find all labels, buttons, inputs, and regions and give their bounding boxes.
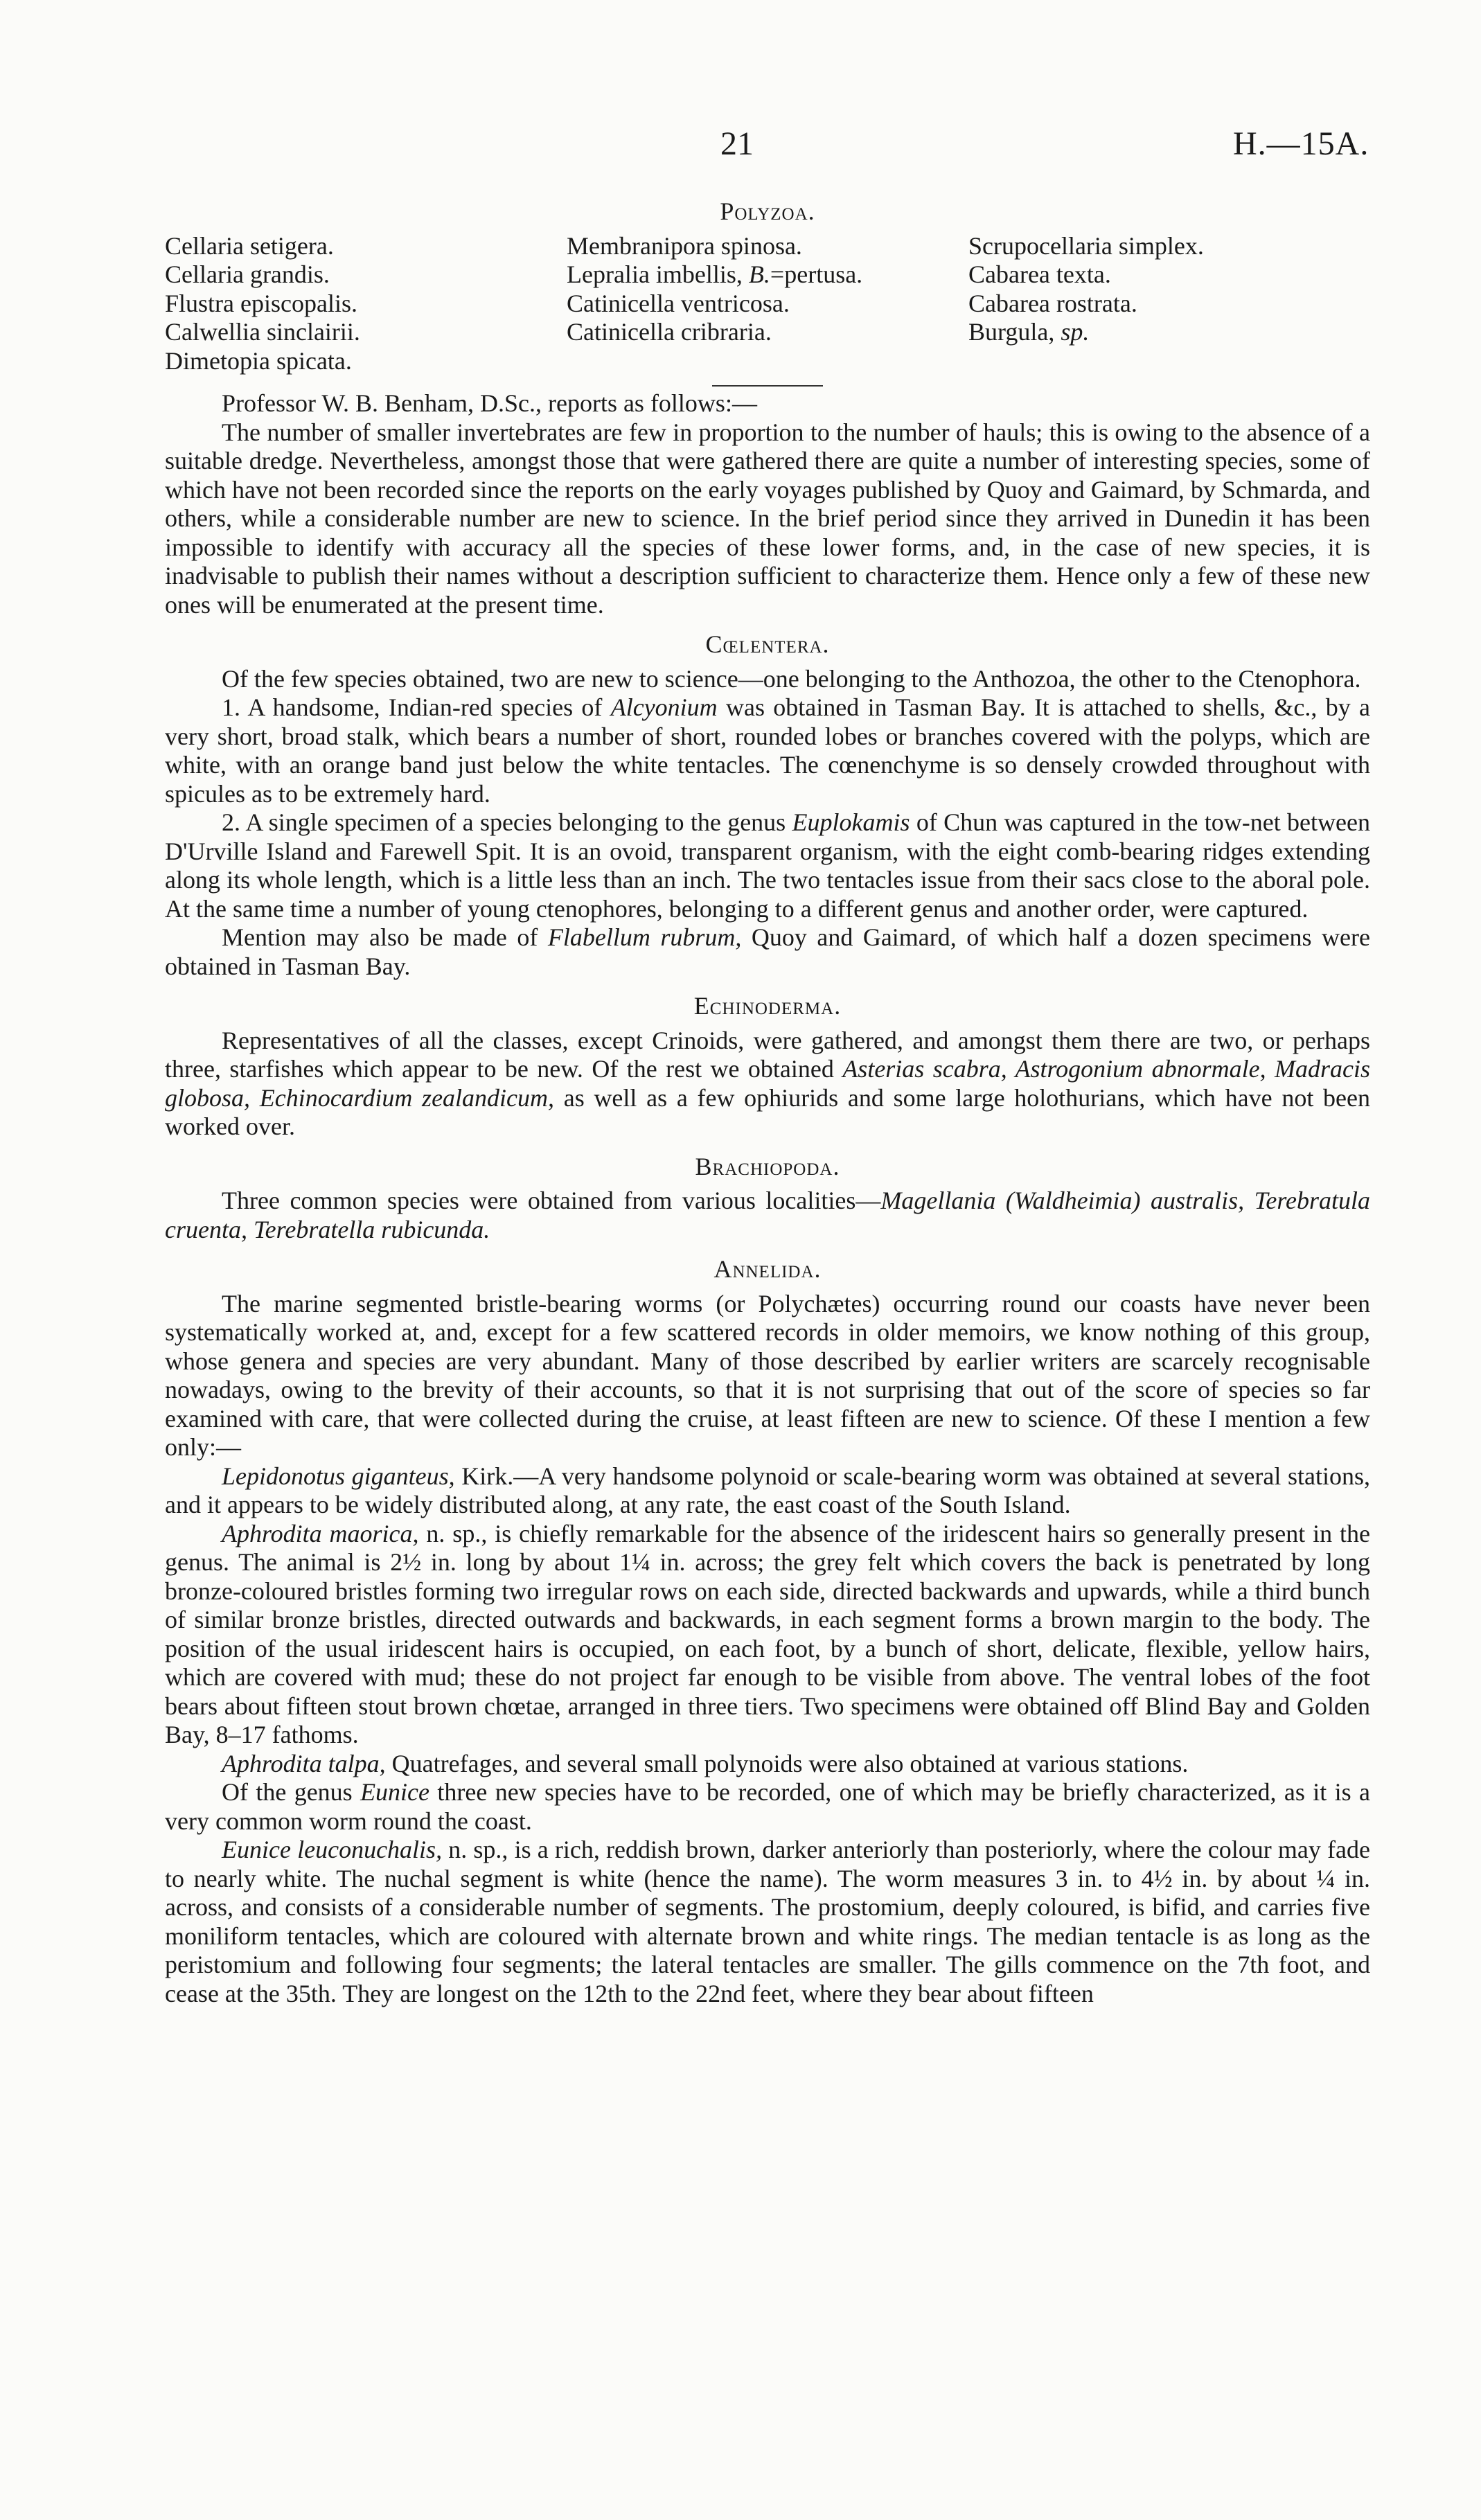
coelentera-paragraph — [165, 693, 1370, 808]
reporter-line: Professor W. B. Benham, D.Sc., reports as follows:— — [222, 389, 757, 417]
species-item: Dimetopia spicata. — [165, 346, 352, 375]
echinoderma-paragraph — [165, 1027, 1370, 1142]
page-number: 21 — [720, 125, 754, 162]
text-run: 1. A handsome, Indian-red species of — [222, 693, 611, 721]
coelentera-paragraph — [165, 923, 1370, 981]
polyzoa-column-3 — [968, 232, 1370, 376]
species-item — [567, 260, 968, 290]
species-item: Flustra episcopalis. — [165, 289, 357, 317]
text-run: Representatives of all the classes, except Crinoids, were gathered, and amongst them there are two, or perhaps three, starfishes which appear to be new. Of the rest we obtained — [165, 1026, 1370, 1083]
brachiopoda-heading: Brachiopoda. — [695, 1152, 840, 1180]
text-run: Mention may also be made of — [222, 923, 548, 951]
taxon-name: Magellania (Waldheimia) australis, Terebratula cruenta, Terebratella rubicunda. — [165, 1187, 1370, 1243]
species-abbrev: sp. — [1061, 318, 1090, 346]
text-run: 2. A single specimen of a species belonging to the genus — [222, 808, 792, 836]
page-body — [165, 197, 1370, 2008]
species-item: Cabarea texta. — [968, 260, 1111, 288]
species-name: Lepralia imbellis, — [567, 260, 749, 288]
annelida-paragraph — [165, 1750, 1370, 1779]
text-run: Kirk.—A very handsome polynoid or scale-bearing worm was obtained at several stations, and it appears to be widely distributed along, at any rate, the east coast of the South Island. — [165, 1462, 1370, 1518]
polyzoa-column-1 — [165, 232, 567, 376]
species-item — [968, 318, 1370, 347]
taxon-name: Eunice — [360, 1778, 430, 1806]
coelentera-heading: Cœlentera. — [705, 630, 830, 658]
annelida-paragraph — [165, 1778, 1370, 1836]
annelida-paragraph — [165, 1836, 1370, 2008]
text-run: n. sp., is chiefly remarkable for the absence of the iridescent hairs so generally present in the genus. The animal is 2½ in. long by about 1¼ in. across; the grey felt which covers the back is penetrated by long bronze-coloured bristles forming two irregular rows on each side, directed backwards and upwards, while a third bunch of similar bronze bristles, directed outwards and backwards, in each segment forms a brown margin to the body. The position of the usual iridescent hairs is occupied, on each foot, by a bunch of short, delicate, flexible, yellow hairs, which are covered with mud; these do not project far enough to be visible from above. The ventral lobes of the foot bears about fifteen stout brown chœtae, arranged in three tiers. Two specimens were obtained off Blind Bay and Golden Bay, 8–17 fathoms. — [165, 1519, 1371, 1748]
species-item: Cellaria grandis. — [165, 260, 330, 288]
taxon-name: Aphrodita talpa, — [222, 1749, 386, 1777]
section-divider — [712, 385, 823, 387]
species-synonym: =pertusa. — [770, 260, 863, 288]
annelida-paragraph — [165, 1462, 1370, 1520]
annelida-paragraph — [165, 1520, 1370, 1750]
species-item: Cabarea rostrata. — [968, 289, 1137, 317]
species-item: Calwellia sinclairii. — [165, 318, 360, 346]
polyzoa-column-2 — [567, 232, 968, 376]
text-run: Three common species were obtained from various localities— — [222, 1187, 881, 1214]
species-name: Burgula, — [968, 318, 1061, 346]
coelentera-paragraph: Of the few species obtained, two are new to science—one belonging to the Anthozoa, the other to the Ctenophora. — [222, 664, 1361, 693]
species-item: Cellaria setigera. — [165, 231, 334, 260]
intro-paragraph: The number of smaller invertebrates are few in proportion to the number of hauls; this is owing to the absence of a suitable dredge. Nevertheless, amongst those that were gathered there are quite a number of interesting species, some of which have not been recorded since the reports on the early voyages published by Quoy and Gaimard, by Schmarda, and others, while a considerable number are new to science. In the brief period since they arrived in Dunedin it has been impossible to identify with accuracy all the species of these lower forms, and, in the case of new species, it is inadvisable to publish their names without a description sufficient to characterize them. Hence only a few of these new ones will be enumerated at the present time. — [165, 418, 1370, 619]
species-abbrev: B. — [748, 260, 770, 288]
text-run: Quoy and Gaimard, of which half a dozen specimens were obtained in Tasman Bay. — [165, 923, 1371, 980]
polyzoa-heading: Polyzoa. — [720, 197, 815, 225]
coelentera-paragraph — [165, 808, 1370, 923]
taxon-name: Eunice leuconuchalis, — [222, 1836, 443, 1863]
species-item: Membranipora spinosa. — [567, 231, 802, 260]
echinoderma-heading: Echinoderma. — [693, 992, 842, 1020]
document-reference: H.—15A. — [1233, 125, 1369, 162]
text-run: three new species have to be recorded, one of which may be briefly characterized, as it is a very common worm round the coast. — [165, 1778, 1370, 1835]
text-run: Of the genus — [222, 1778, 361, 1806]
polyzoa-species-list — [165, 232, 1370, 376]
text-run: Quatrefages, and several small polynoids were also obtained at various stations. — [385, 1749, 1189, 1777]
annelida-paragraph: The marine segmented bristle-bearing worms (or Polychætes) occurring round our coasts have never been systematically worked at, and, except for a few scattered records in older memoirs, we know nothing of this group, whose genera and species are very abundant. Many of those described by earlier writers are scarcely recognisable nowadays, owing to the brevity of their accounts, so that it is not surprising that out of the score of species so far examined with care, that were collected during the cruise, at least fifteen are new to science. Of these I mention a few only:— — [165, 1289, 1370, 1461]
text-run: of Chun was captured in the tow-net between D'Urville Island and Farewell Spit. It is an ovoid, transparent organism, with the eight comb-bearing ridges extending along its whole length, which is a little less than an inch. The two tentacles issue from their sacs close to the aboral pole. At the same time a number of young ctenophores, belonging to a different genus and another order, were captured. — [165, 808, 1370, 923]
taxon-name: Euplokamis — [792, 808, 910, 836]
taxon-name: Aphrodita maorica, — [222, 1519, 419, 1547]
taxon-name: Lepidonotus giganteus, — [222, 1462, 455, 1490]
text-run: as well as a few ophiurids and some large holothurians, which have not been worked over. — [165, 1083, 1371, 1140]
taxon-name: Flabellum rubrum, — [547, 923, 742, 951]
species-item: Catinicella cribraria. — [567, 318, 772, 346]
taxon-name: Asterias scabra, Astrogonium abnormale, Madracis globosa, Echinocardium zealandicum, — [165, 1055, 1370, 1112]
annelida-heading: Annelida. — [713, 1255, 822, 1283]
text-run: was obtained in Tasman Bay. It is attached to shells, &c., by a very short, broad stalk, which bears a number of short, rounded lobes or branches covered with the polyps, which are white, with an orange band just below the white tentacles. The cœnenchyme is so densely crowded throughout with spicules as to be extremely hard. — [165, 693, 1370, 808]
species-item: Catinicella ventricosa. — [567, 289, 790, 317]
text-run: n. sp., is a rich, reddish brown, darker anteriorly than posteriorly, where the colour may fade to nearly white. The nuchal segment is white (hence the name). The worm measures 3 in. to 4½ in. by about ¼ in. across, and consists of a considerable number of segments. The prostomium, deeply coloured, is bifid, and carries five moniliform tentacles, which are coloured with alternate brown and white rings. The median tentacle is as long as the peristomium and following four segments; the lateral tentacles are smaller. The gills commence on the 7th foot, and cease at the 35th. They are longest on the 12th to the 22nd feet, where they bear about fifteen — [165, 1836, 1370, 2007]
brachiopoda-paragraph — [165, 1187, 1370, 1244]
species-item: Scrupocellaria simplex. — [968, 231, 1204, 260]
taxon-name: Alcyonium — [610, 693, 718, 721]
